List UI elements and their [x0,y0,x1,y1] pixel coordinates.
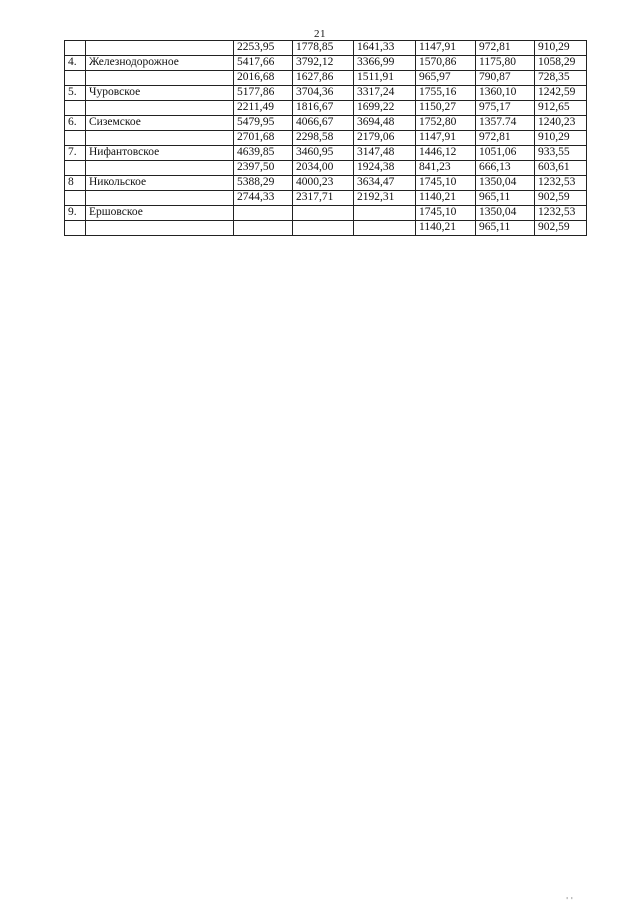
row-number-cell: 7. [65,146,86,161]
value-cell: 965,97 [416,71,476,86]
row-number-cell [65,191,86,206]
row-number-cell [65,71,86,86]
value-cell: 972,81 [476,131,535,146]
value-cell [354,221,416,236]
value-cell: 1147,91 [416,41,476,56]
value-cell: 5388,29 [234,176,293,191]
value-cell: 965,11 [476,221,535,236]
value-cell: 2298,58 [293,131,354,146]
value-cell: 5177,86 [234,86,293,101]
value-cell: 3147,48 [354,146,416,161]
value-cell: 2744,33 [234,191,293,206]
row-number-cell: 5. [65,86,86,101]
row-number-cell: 9. [65,206,86,221]
value-cell: 2701,68 [234,131,293,146]
value-cell: 1570,86 [416,56,476,71]
settlement-name-cell: Никольское [86,176,234,191]
value-cell: 1924,38 [354,161,416,176]
value-cell: 1242,59 [535,86,587,101]
row-number-cell: 8 [65,176,86,191]
value-cell: 790,87 [476,71,535,86]
table-row [65,101,587,116]
row-number-cell: 4. [65,56,86,71]
value-cell: 1752,80 [416,116,476,131]
value-cell: 1140,21 [416,191,476,206]
tariff-table [64,40,587,236]
table-row [65,191,587,206]
value-cell: 841,23 [416,161,476,176]
table-row [65,116,587,131]
value-cell: 2253,95 [234,41,293,56]
value-cell: 972,81 [476,41,535,56]
row-number-cell: 6. [65,116,86,131]
settlement-name-cell: Чуровское [86,86,234,101]
value-cell [234,206,293,221]
value-cell: 2211,49 [234,101,293,116]
value-cell: 2016,68 [234,71,293,86]
table-row [65,71,587,86]
value-cell: 4000,23 [293,176,354,191]
table-row [65,176,587,191]
value-cell: 1150,27 [416,101,476,116]
table-row [65,221,587,236]
table-row [65,86,587,101]
value-cell [354,206,416,221]
settlement-name-cell [86,161,234,176]
value-cell: 975,17 [476,101,535,116]
value-cell: 965,11 [476,191,535,206]
value-cell: 1816,67 [293,101,354,116]
value-cell: 1058,29 [535,56,587,71]
value-cell: 1240,23 [535,116,587,131]
value-cell: 1745,10 [416,206,476,221]
table-body [65,41,587,236]
value-cell: 2179,06 [354,131,416,146]
table-row [65,146,587,161]
table-row [65,131,587,146]
value-cell: 1175,80 [476,56,535,71]
value-cell: 902,59 [535,221,587,236]
value-cell: 2317,71 [293,191,354,206]
value-cell: 2397,50 [234,161,293,176]
value-cell: 5479,95 [234,116,293,131]
table-row [65,161,587,176]
value-cell: 3366,99 [354,56,416,71]
settlement-name-cell: Железнодорожное [86,56,234,71]
row-number-cell [65,131,86,146]
value-cell [234,221,293,236]
row-number-cell [65,41,86,56]
settlement-name-cell [86,71,234,86]
page-number: 21 [314,28,326,40]
value-cell: 1641,33 [354,41,416,56]
table-row [65,56,587,71]
value-cell: 1511,91 [354,71,416,86]
value-cell: 1232,53 [535,206,587,221]
value-cell: 1778,85 [293,41,354,56]
value-cell: 1350,04 [476,176,535,191]
value-cell: 5417,66 [234,56,293,71]
value-cell: 3694,48 [354,116,416,131]
scan-mark: ' ' [566,896,573,905]
row-number-cell [65,101,86,116]
value-cell: 1627,86 [293,71,354,86]
value-cell: 2034,00 [293,161,354,176]
value-cell: 1360,10 [476,86,535,101]
value-cell: 3704,36 [293,86,354,101]
settlement-name-cell: Сиземское [86,116,234,131]
settlement-name-cell: Нифантовское [86,146,234,161]
value-cell: 3634,47 [354,176,416,191]
row-number-cell [65,221,86,236]
value-cell: 1232,53 [535,176,587,191]
table-row [65,206,587,221]
value-cell: 1699,22 [354,101,416,116]
value-cell: 666,13 [476,161,535,176]
value-cell: 912,65 [535,101,587,116]
settlement-name-cell [86,221,234,236]
value-cell: 728,35 [535,71,587,86]
settlement-name-cell [86,101,234,116]
value-cell: 1147,91 [416,131,476,146]
value-cell [293,206,354,221]
value-cell: 2192,31 [354,191,416,206]
value-cell [293,221,354,236]
settlement-name-cell [86,191,234,206]
settlement-name-cell [86,41,234,56]
value-cell: 603,61 [535,161,587,176]
value-cell: 3317,24 [354,86,416,101]
value-cell: 1755,16 [416,86,476,101]
value-cell: 4066,67 [293,116,354,131]
settlement-name-cell: Ершовское [86,206,234,221]
value-cell: 933,55 [535,146,587,161]
row-number-cell [65,161,86,176]
value-cell: 1140,21 [416,221,476,236]
value-cell: 1357.74 [476,116,535,131]
value-cell: 4639,85 [234,146,293,161]
value-cell: 1446,12 [416,146,476,161]
value-cell: 1350,04 [476,206,535,221]
value-cell: 1051,06 [476,146,535,161]
table-row [65,41,587,56]
value-cell: 910,29 [535,131,587,146]
value-cell: 3460,95 [293,146,354,161]
settlement-name-cell [86,131,234,146]
value-cell: 910,29 [535,41,587,56]
value-cell: 902,59 [535,191,587,206]
value-cell: 1745,10 [416,176,476,191]
value-cell: 3792,12 [293,56,354,71]
